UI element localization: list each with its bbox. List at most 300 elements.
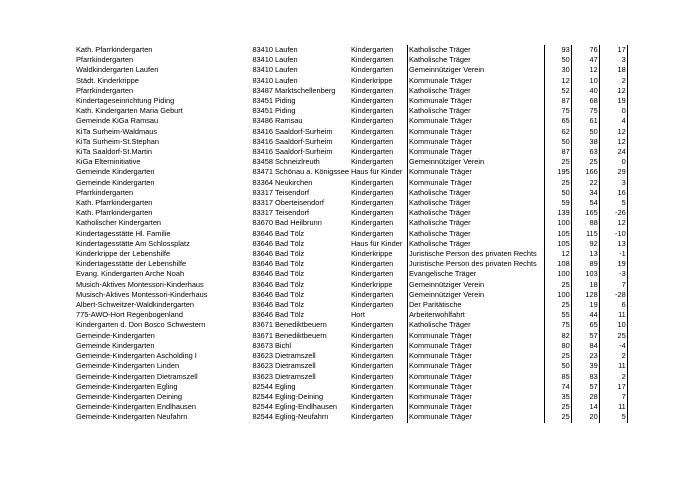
difference-cell: 10 <box>599 320 627 330</box>
name-cell: Pfarrkindergarten <box>76 187 134 197</box>
capacity-cell: 35 <box>544 392 571 402</box>
city-cell: Bad Tölz <box>275 249 305 259</box>
city-cell: Bad Tölz <box>275 279 305 289</box>
name-cell: Gemeinde Kindergarten <box>76 167 155 177</box>
table-row <box>75 45 627 55</box>
occupied-cell: 13 <box>571 249 599 259</box>
operator-cell: Der Paritätische <box>407 300 537 310</box>
name-cell: Kinderkrippe der Lebenshilfe <box>76 249 171 259</box>
occupied-cell: 25 <box>571 157 599 167</box>
city-cell: Laufen <box>275 75 298 85</box>
postal-code-cell: 83458 <box>252 157 273 167</box>
table-row <box>75 116 627 126</box>
difference-cell: 3 <box>599 178 627 188</box>
type-cell: Kindergarten <box>350 340 394 350</box>
city-cell: Schönau a. Königssee <box>275 167 349 177</box>
name-cell: Gemeinde Kindergarten <box>76 340 155 350</box>
name-cell: Gemeinde-Kindergarten Deining <box>76 391 182 401</box>
operator-cell: Kommunale Träger <box>407 341 537 351</box>
operator-cell: Kommunale Träger <box>407 412 537 422</box>
city-cell: Dietramszell <box>275 351 316 361</box>
operator-cell: Gemeinnütziger Verein <box>407 157 537 167</box>
postal-code-cell: 83416 <box>252 136 273 146</box>
type-cell: Kindergarten <box>350 116 394 126</box>
occupied-cell: 68 <box>571 96 599 106</box>
type-cell: Kindergarten <box>350 259 394 269</box>
table-row <box>75 331 627 341</box>
operator-cell: Katholische Träger <box>407 55 537 65</box>
occupied-cell: 40 <box>571 86 599 96</box>
city-cell: Saaldorf-Surheim <box>275 136 333 146</box>
name-cell: Albert-Schweitzer-Waldkindergarten <box>76 300 195 310</box>
difference-cell: 6 <box>599 300 627 310</box>
city-cell: Oberteisendorf <box>275 198 324 208</box>
table-row <box>75 239 627 249</box>
operator-cell: Katholische Träger <box>407 239 537 249</box>
operator-cell: Gemeinnütziger Verein <box>407 290 537 300</box>
table-row <box>75 208 627 218</box>
type-cell: Kindergarten <box>350 381 394 391</box>
postal-code-cell: 82544 <box>252 402 273 412</box>
type-cell: Kindergarten <box>350 198 394 208</box>
name-cell: Kath. Kindergarten Maria Geburt <box>76 106 183 116</box>
table-row <box>75 341 627 351</box>
name-cell: Kindertageseinrichtung Piding <box>76 96 175 106</box>
operator-cell: Gemeinnütziger Verein <box>407 65 537 75</box>
type-cell: Kindergarten <box>350 147 394 157</box>
table-row <box>75 229 627 239</box>
occupied-cell: 34 <box>571 188 599 198</box>
type-cell: Kindergarten <box>350 351 394 361</box>
operator-cell: Kommunale Träger <box>407 137 537 147</box>
city-cell: Bad Tölz <box>275 310 305 320</box>
table-row <box>75 188 627 198</box>
city-cell: Teisendorf <box>275 187 310 197</box>
name-cell: Kindertagesstätte Hl. Familie <box>76 228 171 238</box>
capacity-cell: 105 <box>544 239 571 249</box>
name-cell: KiTa Surheim-St.Stephan <box>76 136 159 146</box>
operator-cell: Katholische Träger <box>407 208 537 218</box>
type-cell: Kindergarten <box>350 157 394 167</box>
capacity-cell: 25 <box>544 157 571 167</box>
capacity-cell: 82 <box>544 331 571 341</box>
table-row <box>75 55 627 65</box>
city-cell: Ramsau <box>275 116 303 126</box>
operator-cell: Kommunale Träger <box>407 361 537 371</box>
table-row <box>75 65 627 75</box>
difference-cell: 5 <box>599 198 627 208</box>
operator-cell: Kommunale Träger <box>407 382 537 392</box>
postal-code-cell: 83623 <box>252 371 273 381</box>
postal-code-cell: 83673 <box>252 340 273 350</box>
occupied-cell: 65 <box>571 320 599 330</box>
difference-cell: 7 <box>599 280 627 290</box>
postal-code-cell: 82544 <box>252 412 273 422</box>
difference-cell: 12 <box>599 218 627 228</box>
difference-cell: 19 <box>599 96 627 106</box>
capacity-cell: 85 <box>544 372 571 382</box>
table-row <box>75 127 627 137</box>
occupied-cell: 20 <box>571 412 599 422</box>
city-cell: Benediktbeuern <box>275 330 327 340</box>
postal-code-cell: 83410 <box>252 75 273 85</box>
type-cell: Kindergarten <box>350 85 394 95</box>
capacity-cell: 74 <box>544 382 571 392</box>
operator-cell: Kommunale Träger <box>407 392 537 402</box>
operator-cell: Kommunale Träger <box>407 116 537 126</box>
operator-cell: Arbeiterwohlfahrt <box>407 310 537 320</box>
occupied-cell: 14 <box>571 402 599 412</box>
table-row <box>75 96 627 106</box>
postal-code-cell: 83487 <box>252 85 273 95</box>
operator-cell: Juristische Person des privaten Rechts <box>408 259 537 269</box>
capacity-cell: 30 <box>544 65 571 75</box>
kindergarten-table <box>75 45 628 423</box>
difference-cell: 24 <box>599 147 627 157</box>
operator-cell: Kommunale Träger <box>407 76 537 86</box>
difference-cell: 5 <box>599 412 627 422</box>
difference-cell: 11 <box>599 310 627 320</box>
name-cell: Gemeinde-Kindergarten Egling <box>76 381 178 391</box>
postal-code-cell: 83646 <box>252 259 273 269</box>
operator-cell: Katholische Träger <box>407 106 537 116</box>
occupied-cell: 47 <box>571 55 599 65</box>
postal-code-cell: 83646 <box>252 228 273 238</box>
table-row <box>75 372 627 382</box>
difference-cell: -28 <box>599 290 627 300</box>
operator-cell: Kommunale Träger <box>407 127 537 137</box>
name-cell: Gemeinde Kindergarten <box>76 177 155 187</box>
city-cell: Bad Tölz <box>275 259 305 269</box>
table-row <box>75 300 627 310</box>
capacity-cell: 25 <box>544 280 571 290</box>
city-cell: Bad Tölz <box>275 289 305 299</box>
occupied-cell: 39 <box>571 361 599 371</box>
difference-cell: -3 <box>599 269 627 279</box>
capacity-cell: 59 <box>544 198 571 208</box>
occupied-cell: 115 <box>571 229 599 239</box>
difference-cell: 7 <box>599 392 627 402</box>
postal-code-cell: 83317 <box>252 187 273 197</box>
difference-cell: 2 <box>599 76 627 86</box>
capacity-cell: 50 <box>544 137 571 147</box>
type-cell: Kindergarten <box>350 391 394 401</box>
type-cell: Kinderkrippe <box>350 75 393 85</box>
operator-cell: Kommunale Träger <box>407 147 537 157</box>
city-cell: Neukirchen <box>275 177 313 187</box>
city-cell: Dietramszell <box>275 361 316 371</box>
type-cell: Kindergarten <box>350 126 394 136</box>
capacity-cell: 80 <box>544 341 571 351</box>
difference-cell: 12 <box>599 86 627 96</box>
operator-cell: Gemeinnütziger Verein <box>407 280 537 290</box>
capacity-cell: 62 <box>544 127 571 137</box>
table-row <box>75 178 627 188</box>
difference-cell: 18 <box>599 65 627 75</box>
capacity-cell: 87 <box>544 96 571 106</box>
difference-cell: 0 <box>599 106 627 116</box>
capacity-cell: 139 <box>544 208 571 218</box>
type-cell: Hort <box>350 310 365 320</box>
name-cell: Gemeinde KiGa Ramsau <box>76 116 159 126</box>
capacity-cell: 25 <box>544 402 571 412</box>
type-cell: Kindergarten <box>350 55 394 65</box>
postal-code-cell: 83451 <box>252 106 273 116</box>
postal-code-cell: 82544 <box>252 391 273 401</box>
type-cell: Kindergarten <box>350 96 394 106</box>
difference-cell: 12 <box>599 137 627 147</box>
difference-cell: 4 <box>599 116 627 126</box>
name-cell: Städt. Kinderkrippe <box>76 75 139 85</box>
postal-code-cell: 83646 <box>252 269 273 279</box>
capacity-cell: 93 <box>544 45 571 55</box>
table-row <box>75 198 627 208</box>
capacity-cell: 105 <box>544 229 571 239</box>
city-cell: Egling-Deining <box>275 391 324 401</box>
occupied-cell: 12 <box>571 65 599 75</box>
occupied-cell: 10 <box>571 76 599 86</box>
city-cell: Bad Tölz <box>275 269 305 279</box>
postal-code-cell: 83646 <box>252 249 273 259</box>
name-cell: KiTa Surheim-Waldmaus <box>76 126 158 136</box>
capacity-cell: 100 <box>544 218 571 228</box>
table-row <box>75 392 627 402</box>
difference-cell: 2 <box>599 351 627 361</box>
difference-cell: 11 <box>599 402 627 412</box>
difference-cell: 11 <box>599 361 627 371</box>
table-row <box>75 280 627 290</box>
city-cell: Egling <box>275 381 296 391</box>
operator-cell: Katholische Träger <box>407 45 537 55</box>
postal-code-cell: 83670 <box>252 218 273 228</box>
occupied-cell: 38 <box>571 137 599 147</box>
type-cell: Kindergarten <box>350 412 394 422</box>
name-cell: Gemeinde-Kindergarten <box>76 330 155 340</box>
capacity-cell: 25 <box>544 351 571 361</box>
occupied-cell: 54 <box>571 198 599 208</box>
type-cell: Kindergarten <box>350 320 394 330</box>
occupied-cell: 44 <box>571 310 599 320</box>
difference-cell: -26 <box>599 208 627 218</box>
operator-cell: Katholische Träger <box>407 198 537 208</box>
table-row <box>75 157 627 167</box>
difference-cell: 17 <box>599 382 627 392</box>
table-row <box>75 137 627 147</box>
difference-cell: 2 <box>599 372 627 382</box>
capacity-cell: 65 <box>544 116 571 126</box>
city-cell: Egling-Endlhausen <box>275 402 338 412</box>
occupied-cell: 57 <box>571 331 599 341</box>
name-cell: Kath. Pfarrkindergarten <box>76 45 153 54</box>
table-row <box>75 402 627 412</box>
city-cell: Piding <box>275 106 296 116</box>
capacity-cell: 55 <box>544 310 571 320</box>
difference-cell: -4 <box>599 341 627 351</box>
occupied-cell: 57 <box>571 382 599 392</box>
city-cell: Laufen <box>275 65 298 75</box>
table-row <box>75 269 627 279</box>
table-row <box>75 167 627 177</box>
city-cell: Bad Tölz <box>275 228 305 238</box>
name-cell: Evang. Kindergarten Arche Noah <box>76 269 185 279</box>
capacity-cell: 108 <box>544 259 571 269</box>
operator-cell: Kommunale Träger <box>407 178 537 188</box>
capacity-cell: 12 <box>544 76 571 86</box>
city-cell: Laufen <box>275 45 298 54</box>
type-cell: Haus für Kinder <box>350 167 403 177</box>
postal-code-cell: 83317 <box>252 198 273 208</box>
operator-cell: Katholische Träger <box>407 218 537 228</box>
difference-cell: 3 <box>599 55 627 65</box>
postal-code-cell: 83317 <box>252 208 273 218</box>
name-cell: Pfarrkindergarten <box>76 85 134 95</box>
occupied-cell: 88 <box>571 218 599 228</box>
operator-cell: Katholische Träger <box>407 188 537 198</box>
name-cell: Waldkindergarten Laufen <box>76 65 159 75</box>
name-cell: Gemeinde-Kindergarten Endlhausen <box>76 402 196 412</box>
operator-cell: Katholische Träger <box>407 86 537 96</box>
difference-cell: 17 <box>599 45 627 55</box>
postal-code-cell: 83671 <box>252 330 273 340</box>
operator-cell: Katholische Träger <box>407 320 537 330</box>
table-row <box>75 249 627 259</box>
postal-code-cell: 83623 <box>252 351 273 361</box>
difference-cell: 29 <box>599 167 627 177</box>
operator-cell: Katholische Träger <box>407 229 537 239</box>
operator-cell: Kommunale Träger <box>407 167 537 177</box>
postal-code-cell: 83646 <box>252 300 273 310</box>
capacity-cell: 12 <box>544 249 571 259</box>
type-cell: Kindergarten <box>350 402 394 412</box>
city-cell: Bichl <box>275 340 292 350</box>
postal-code-cell: 83486 <box>252 116 273 126</box>
type-cell: Kindergarten <box>350 208 394 218</box>
table-row <box>75 310 627 320</box>
type-cell: Kindergarten <box>350 361 394 371</box>
type-cell: Kindergarten <box>350 218 394 228</box>
type-cell: Kindergarten <box>350 136 394 146</box>
difference-cell: 12 <box>599 127 627 137</box>
occupied-cell: 92 <box>571 239 599 249</box>
operator-cell: Kommunale Träger <box>407 372 537 382</box>
capacity-cell: 195 <box>544 167 571 177</box>
occupied-cell: 76 <box>571 45 599 55</box>
table-body <box>75 45 627 423</box>
capacity-cell: 25 <box>544 178 571 188</box>
occupied-cell: 83 <box>571 372 599 382</box>
postal-code-cell: 83623 <box>252 361 273 371</box>
postal-code-cell: 83646 <box>252 310 273 320</box>
name-cell: Pfarrkindergarten <box>76 55 134 65</box>
postal-code-cell: 83410 <box>252 65 273 75</box>
table-row <box>75 412 627 422</box>
city-cell: Teisendorf <box>275 208 310 218</box>
type-cell: Kindergarten <box>350 228 394 238</box>
operator-cell: Kommunale Träger <box>407 351 537 361</box>
postal-code-cell: 83646 <box>252 279 273 289</box>
type-cell: Kindergarten <box>350 300 394 310</box>
table-row <box>75 147 627 157</box>
name-cell: Gemeinde-Kindergarten Ascholding I <box>76 351 197 361</box>
difference-cell: -10 <box>599 229 627 239</box>
type-cell: Kindergarten <box>350 330 394 340</box>
city-cell: Saaldorf-Surheim <box>275 126 333 136</box>
table-row <box>75 86 627 96</box>
type-cell: Haus für Kinder <box>350 238 403 248</box>
occupied-cell: 103 <box>571 269 599 279</box>
capacity-cell: 75 <box>544 106 571 116</box>
postal-code-cell: 82544 <box>252 381 273 391</box>
postal-code-cell: 83646 <box>252 238 273 248</box>
postal-code-cell: 83451 <box>252 96 273 106</box>
name-cell: Kindertagesstätte Am Schlossplatz <box>76 238 190 248</box>
postal-code-cell: 83410 <box>252 55 273 65</box>
occupied-cell: 18 <box>571 280 599 290</box>
capacity-cell: 100 <box>544 290 571 300</box>
occupied-cell: 61 <box>571 116 599 126</box>
difference-cell: -1 <box>599 249 627 259</box>
city-cell: Marktschellenberg <box>275 85 336 95</box>
occupied-cell: 19 <box>571 300 599 310</box>
city-cell: Piding <box>275 96 296 106</box>
capacity-cell: 50 <box>544 188 571 198</box>
occupied-cell: 75 <box>571 106 599 116</box>
name-cell: Musich-Aktives Montessori-Kinderhaus <box>76 279 204 289</box>
name-cell: 775-AWO-Hort Regenbogenland <box>76 310 183 320</box>
type-cell: Kindergarten <box>350 289 394 299</box>
name-cell: Kindertagesstätte der Lebenshilfe <box>76 259 187 269</box>
operator-cell: Kommunale Träger <box>407 331 537 341</box>
occupied-cell: 165 <box>571 208 599 218</box>
table-row <box>75 320 627 330</box>
occupied-cell: 166 <box>571 167 599 177</box>
type-cell: Kindergarten <box>350 65 394 75</box>
capacity-cell: 75 <box>544 320 571 330</box>
postal-code-cell: 83671 <box>252 320 273 330</box>
difference-cell: 13 <box>599 239 627 249</box>
occupied-cell: 22 <box>571 178 599 188</box>
type-cell: Kindergarten <box>350 177 394 187</box>
city-cell: Benediktbeuern <box>275 320 327 330</box>
name-cell: Gemeinde-Kindergarten Dietramszell <box>76 371 198 381</box>
type-cell: Kindergarten <box>350 371 394 381</box>
city-cell: Schneizlreuth <box>275 157 320 167</box>
occupied-cell: 63 <box>571 147 599 157</box>
table-row <box>75 351 627 361</box>
capacity-cell: 25 <box>544 300 571 310</box>
name-cell: KiGa Elterninitiative <box>76 157 141 167</box>
table-row <box>75 361 627 371</box>
capacity-cell: 87 <box>544 147 571 157</box>
capacity-cell: 50 <box>544 55 571 65</box>
city-cell: Bad Heilbrunn <box>275 218 322 228</box>
postal-code-cell: 83416 <box>252 147 273 157</box>
name-cell: Kath. Pfarrkindergarten <box>76 208 153 218</box>
occupied-cell: 23 <box>571 351 599 361</box>
table-row <box>75 106 627 116</box>
table-row <box>75 290 627 300</box>
postal-code-cell: 83471 <box>252 167 273 177</box>
operator-cell: Kommunale Träger <box>407 96 537 106</box>
table-row <box>75 218 627 228</box>
postal-code-cell: 83646 <box>252 289 273 299</box>
name-cell: Katholischer Kindergarten <box>76 218 162 228</box>
type-cell: Kindergarten <box>350 187 394 197</box>
type-cell: Kinderkrippe <box>350 279 393 289</box>
table-row <box>75 382 627 392</box>
capacity-cell: 25 <box>544 412 571 422</box>
name-cell: Gemeinde-Kindergarten Neufahrn <box>76 412 188 422</box>
